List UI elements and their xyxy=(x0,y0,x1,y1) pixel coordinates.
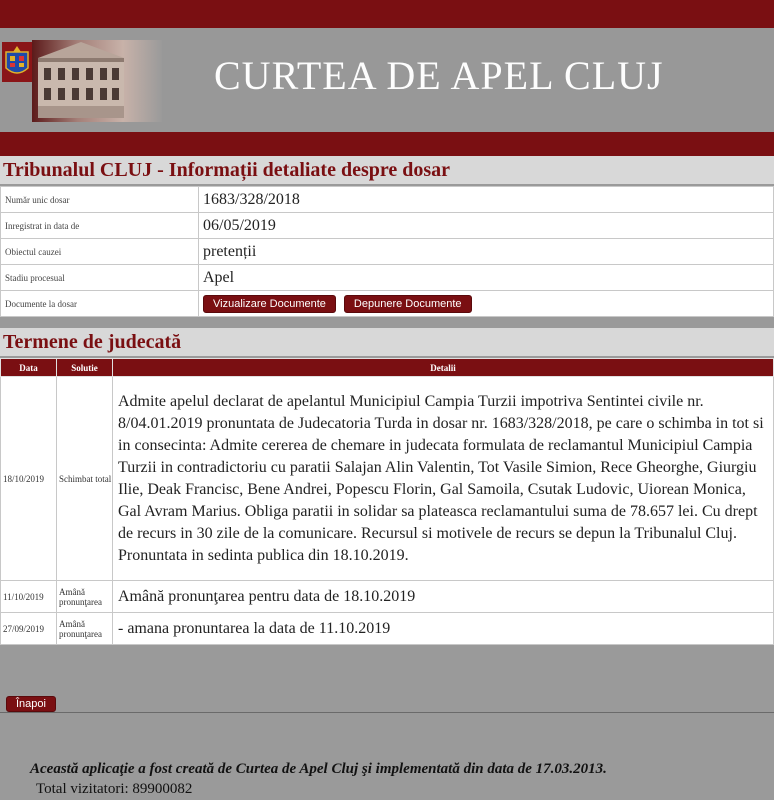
case-object-value: pretenții xyxy=(199,239,774,265)
column-header-date: Data xyxy=(1,359,57,377)
term-solution: Schimbat total xyxy=(57,377,113,581)
procedural-stage-label: Stadiu procesual xyxy=(1,265,199,291)
registration-date-label: Inregistrat in data de xyxy=(1,213,199,239)
table-row xyxy=(1,291,774,317)
term-details: Amână pronunţarea pentru data de 18.10.2019 xyxy=(113,581,774,613)
terms-header-row xyxy=(1,359,774,377)
terms-section-title: Termene de judecată xyxy=(0,328,774,356)
case-info-table xyxy=(0,186,774,317)
terms-table xyxy=(0,358,774,645)
table-row xyxy=(1,265,774,291)
table-row xyxy=(1,581,774,613)
courthouse-image xyxy=(32,40,162,122)
documents-buttons-cell xyxy=(199,291,774,317)
back-button[interactable]: Înapoi xyxy=(6,696,56,712)
term-date: 27/09/2019 xyxy=(1,613,57,645)
term-date: 11/10/2019 xyxy=(1,581,57,613)
submit-documents-button[interactable]: Depunere Documente xyxy=(344,295,472,313)
term-details: - amana pronuntarea la data de 11.10.2019 xyxy=(113,613,774,645)
case-number-label: Număr unic dosar xyxy=(1,187,199,213)
visitor-counter: Total vizitatori: 89900082 xyxy=(36,781,193,797)
column-header-solution: Solutie xyxy=(57,359,113,377)
column-header-details: Detalii xyxy=(113,359,774,377)
term-solution: Amână pronunţarea xyxy=(57,581,113,613)
registration-date-value: 06/05/2019 xyxy=(199,213,774,239)
top-bar xyxy=(0,0,774,28)
court-title: CURTEA DE APEL CLUJ xyxy=(214,53,664,98)
table-row xyxy=(1,377,774,581)
table-row xyxy=(1,213,774,239)
term-date: 18/10/2019 xyxy=(1,377,57,581)
banner-bottom-bar xyxy=(0,132,774,156)
table-row xyxy=(1,187,774,213)
case-section-title: Tribunalul CLUJ - Informații detaliate despre dosar xyxy=(0,156,774,184)
procedural-stage-value: Apel xyxy=(199,265,774,291)
case-number-value: 1683/328/2018 xyxy=(199,187,774,213)
view-documents-button[interactable]: Vizualizare Documente xyxy=(203,295,336,313)
table-row xyxy=(1,239,774,265)
term-solution: Amână pronunţarea xyxy=(57,613,113,645)
documents-label: Documente la dosar xyxy=(1,291,199,317)
term-details: Admite apelul declarat de apelantul Municipiul Campia Turzii impotriva Sentintei civile nr. 8/04.01.2019 pronuntata de Judecatoria Turda in dosar nr. 1683/328/2018, pe care o schimba in tot si in consecinta: Admite cererea de chemare in judecata formulata de reclamantul Municipiul Campia Turzii in contradictoriu cu paratii Salajan Alin Valentin, Tot Vasile Simion, Rece Gheorghe, Giurgiu Ilie, Deak Francisc, Bene Andrei, Popescu Florin, Gal Samoila, Csutak Ludovic, Uiorean Monica, Gal Avram Marius. Obliga paratii in solidar sa plateasca reclamantului suma de 78.657 lei. Cu drept de recurs in 30 zile de la comunicare. Recursul si motivele de recurs se depun la Tribunalul Cluj. Pronuntata in sedinta publica din 18.10.2019. xyxy=(113,377,774,581)
romania-coat-of-arms-icon xyxy=(2,42,32,82)
footer-note: Această aplicaţie a fost creată de Curtea de Apel Cluj şi implementată din data de 17.03.2013. xyxy=(30,761,607,777)
footer-separator xyxy=(0,712,774,713)
case-object-label: Obiectul cauzei xyxy=(1,239,199,265)
table-row xyxy=(1,613,774,645)
